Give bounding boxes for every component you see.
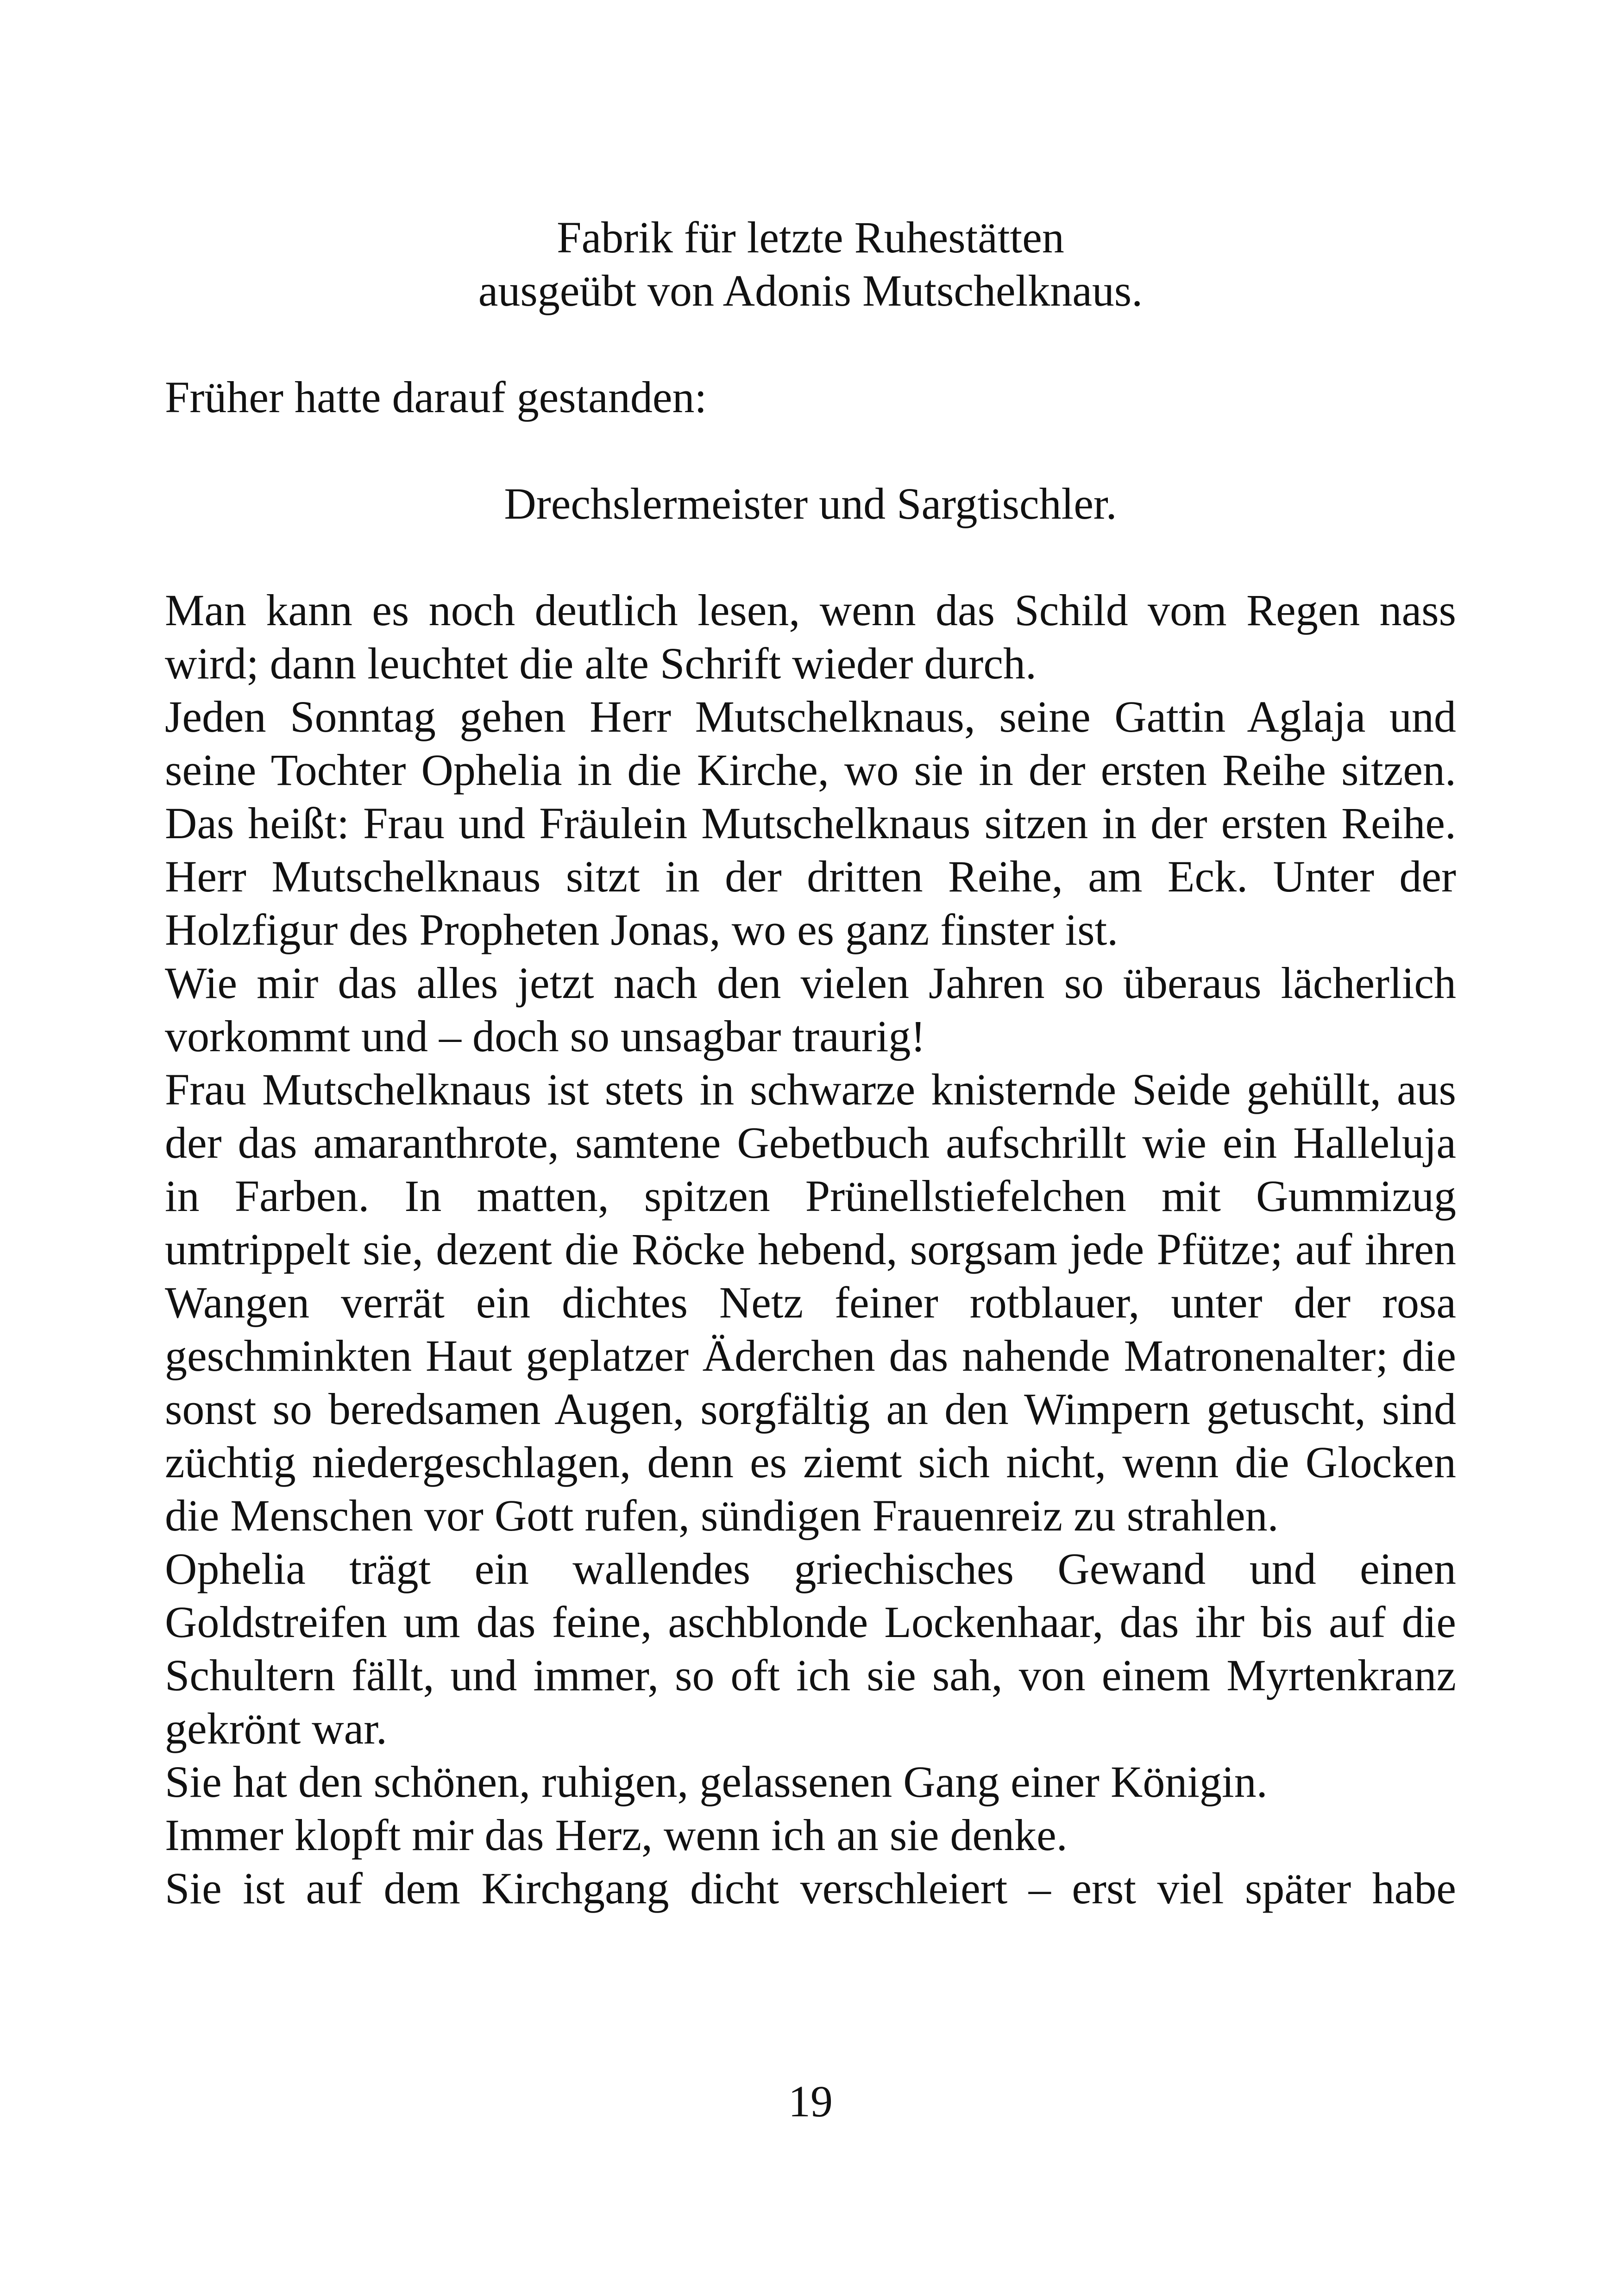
paragraph-7: Immer klopft mir das Herz, wenn ich an sie denke. bbox=[165, 1810, 1068, 1860]
paragraph-last-line: Sie ist auf dem Kirchgang dicht verschleiert – erst viel später habe bbox=[165, 1863, 1456, 1913]
page-number: 19 bbox=[788, 2076, 833, 2126]
paragraph-1: Man kann es noch deutlich lesen, wenn das Schild vom Regen nass wird; dann leuchtet die alte Schrift wieder durch. bbox=[165, 585, 1456, 688]
sign-line-1: Fabrik für letzte Ruhestätten bbox=[557, 213, 1064, 262]
page-body bbox=[165, 211, 1456, 1915]
paragraph-6: Sie hat den schönen, ruhigen, gelassenen Gang einer Königin. bbox=[165, 1757, 1268, 1807]
paragraph-2: Jeden Sonntag gehen Herr Mutschelknaus, seine Gattin Aglaja und seine Tochter Ophelia in die Kirche, wo sie in der ersten Reihe sitzen. Das heißt: Frau und Fräulein Mutschelknaus sitzen in der ersten Reihe. Herr Mutschelknaus sitzt in der dritten Reihe, am Eck. Unter der Holzfigur des Propheten Jonas, wo es ganz finster ist. bbox=[165, 692, 1456, 954]
paragraph-4: Frau Mutschelknaus ist stets in schwarze knisternde Seide gehüllt, aus der das amaranthrote, samtene Gebetbuch aufschrillt wie ein Halleluja in Farben. In matten, spitzen Prünellstiefelchen mit Gummizug umtrippelt sie, dezent die Röcke hebend, sorgsam jede Pfütze; auf ihren Wangen verrät ein dichtes Netz feiner rotblauer, unter der rosa geschminkten Haut geplatzer Äderchen das nahende Matronenalter; die sonst so beredsamen Augen, sorgfältig an den Wimpern getuscht, sind züchtig niedergeschlagen, denn es ziemt sich nicht, wenn die Glocken die Menschen vor Gott rufen, sündigen Frauenreiz zu strahlen. bbox=[165, 1065, 1456, 1540]
shop-sign-text bbox=[165, 211, 1456, 317]
paragraph-3: Wie mir das alles jetzt nach den vielen Jahren so überaus lächerlich vorkommt und – doch so unsagbar traurig! bbox=[165, 958, 1456, 1061]
paragraph-5: Ophelia trägt ein wallendes griechisches Gewand und einen Goldstreifen um das feine, aschblonde Lockenhaar, das ihr bis auf die Schultern fällt, und immer, so oft ich sie sah, von einem Myrtenkranz gekrönt war. bbox=[165, 1544, 1456, 1753]
old-sign-line: Drechslermeister und Sargtischler. bbox=[504, 479, 1117, 528]
intro-line: Früher hatte darauf gestanden: bbox=[165, 372, 707, 422]
sign-line-2: ausgeübt von Adonis Mutschelknaus. bbox=[478, 266, 1143, 315]
